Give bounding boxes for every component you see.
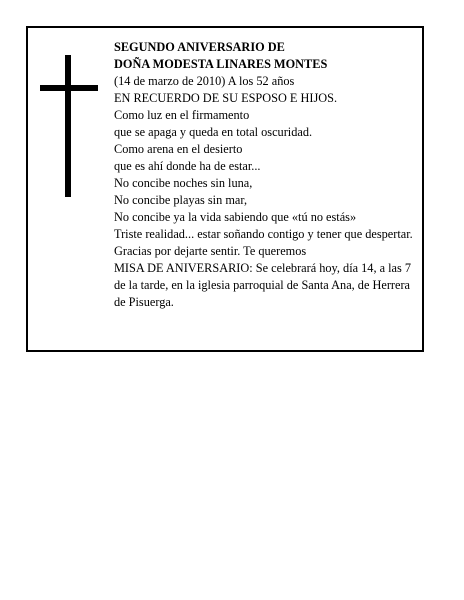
poem-line: que se apaga y queda en total oscuridad. [114,125,313,139]
poem-line: Como luz en el firmamento [114,108,250,122]
poem-line: Triste realidad... estar soñando contigo y tener que despertar. [114,227,413,241]
cross-icon [40,55,98,197]
mass-notice: MISA DE ANIVERSARIO: Se celebrará hoy, día 14, a las 7 de la tarde, en la iglesia parroquial de Santa Ana, de Herrera de Pisuerga. [114,261,412,309]
poem-line: que es ahí donde ha de estar... [114,159,261,173]
dedication: EN RECUERDO DE SU ESPOSO E HIJOS. [114,91,338,105]
poem-line: Como arena en el desierto [114,142,243,156]
notice-title-line2: DOÑA MODESTA LINARES MONTES [114,57,328,71]
date-age: (14 de marzo de 2010) A los 52 años [114,74,295,88]
obituary-notice [26,26,424,352]
notice-title-line1: SEGUNDO ANIVERSARIO DE [114,40,285,54]
cross-vertical-bar [65,55,71,197]
poem-line: Gracias por dejarte sentir. Te queremos [114,244,307,258]
poem-line: No concibe playas sin mar, [114,193,248,207]
poem-line: No concibe noches sin luna, [114,176,253,190]
cross-horizontal-bar [40,85,98,91]
notice-text [114,39,420,311]
poem-line: No concibe ya la vida sabiendo que «tú no estás» [114,210,357,224]
